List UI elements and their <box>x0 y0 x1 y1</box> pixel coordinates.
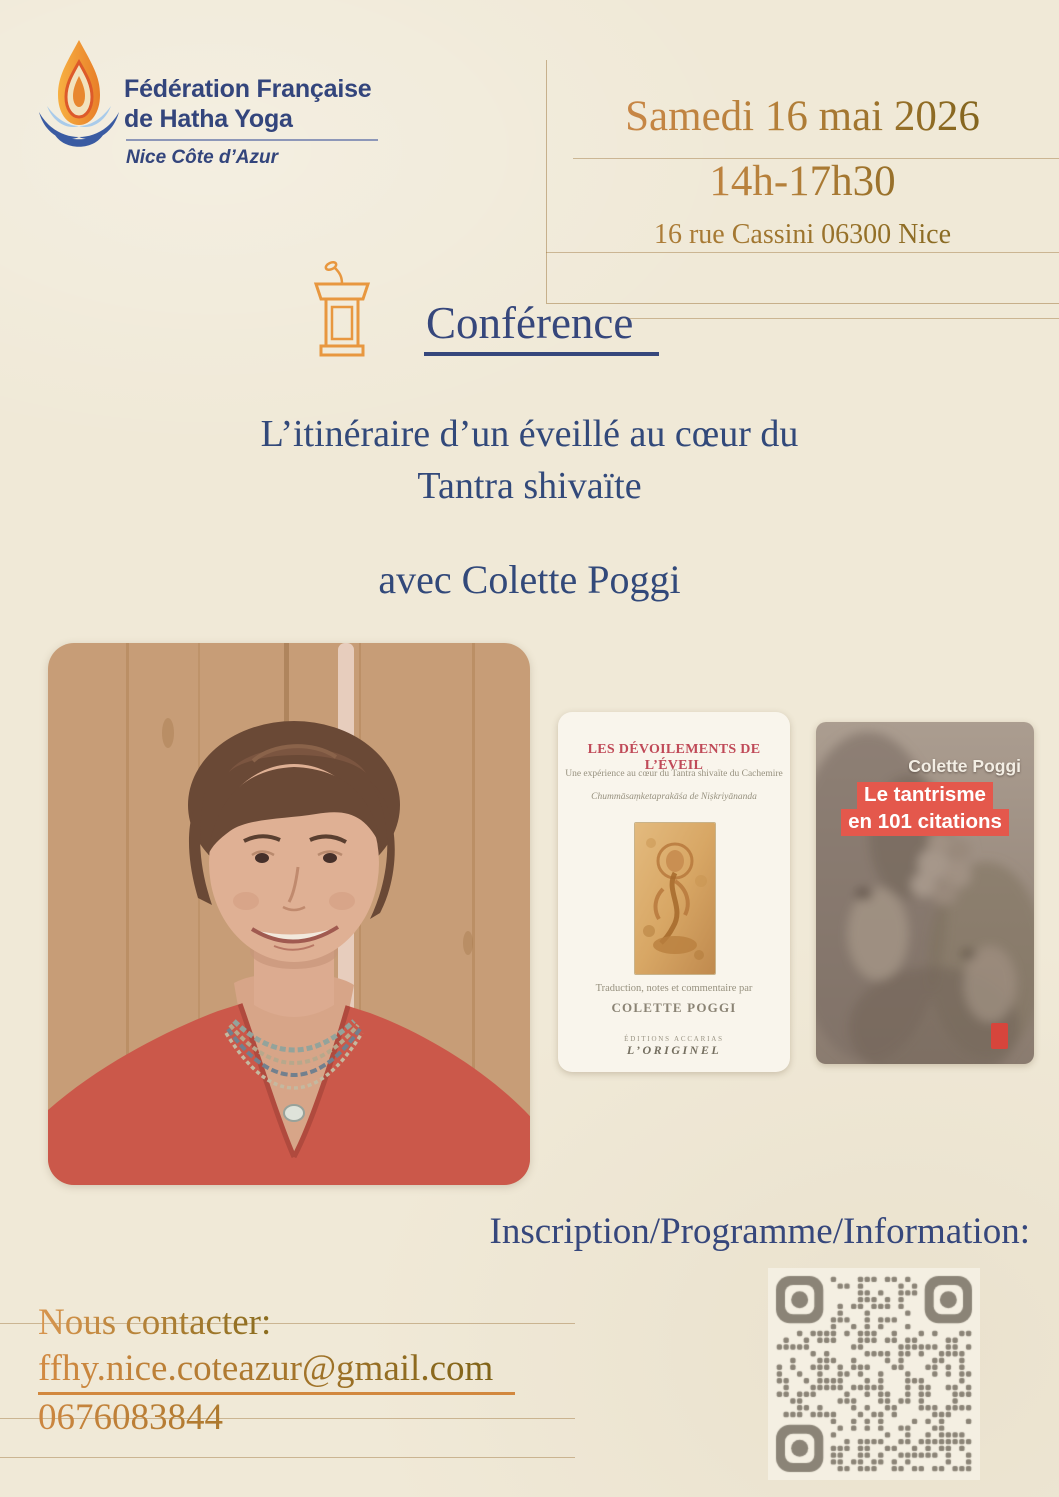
speaker-line: avec Colette Poggi <box>378 557 681 602</box>
book1-relief-image <box>634 822 716 975</box>
conference-title-line1: L’itinéraire d’un éveillé au cœur du <box>260 413 799 455</box>
book2-title <box>816 782 1034 836</box>
book2-title-line1: Le tantrisme <box>857 782 993 809</box>
qr-code <box>768 1268 980 1480</box>
book2-author: Colette Poggi <box>908 756 1021 776</box>
conference-label: Conférence <box>424 297 659 356</box>
book1-publisher-line1: ÉDITIONS ACCARIAS <box>624 1035 724 1043</box>
rule-right-fragment <box>628 318 1059 319</box>
podium-microphone-icon <box>306 258 378 362</box>
speaker-photo <box>48 643 530 1185</box>
rule-under-address <box>546 252 1059 253</box>
event-address: 16 rue Cassini 06300 Nice <box>546 219 1059 251</box>
event-date: Samedi 16 mai 2026 <box>546 92 1059 141</box>
book1-credit-line: Traduction, notes et commentaire par <box>595 983 753 994</box>
conference-title-line2: Tantra shivaïte <box>417 465 642 507</box>
org-region: Nice Côte d’Azur <box>126 147 279 168</box>
contact-heading: Nous contacter: <box>38 1302 272 1343</box>
book1-publisher-line2: L’ORIGINEL <box>626 1043 722 1057</box>
logo-divider <box>126 139 378 141</box>
book2-title-line2: en 101 citations <box>841 809 1009 836</box>
book1-title: LES DÉVOILEMENTS DE L’ÉVEIL <box>587 742 761 773</box>
org-name <box>124 74 371 134</box>
phone-number: 0676083844 <box>38 1397 223 1438</box>
conference-title <box>0 408 1059 512</box>
book1-subtitle: Une expérience au cœur du Tantra shivaïte du Cachemire <box>565 769 783 779</box>
book1-author: COLETTE POGGI <box>611 1000 737 1015</box>
rule-footer-3 <box>0 1457 575 1458</box>
book2-publisher-logo <box>991 1023 1008 1049</box>
book1-source-line: Chummāsaṃketaprakāśa de Niṣkriyānanda <box>591 792 757 802</box>
org-name-line2: de Hatha Yoga <box>124 105 293 133</box>
org-name-line1: Fédération Française <box>124 75 372 103</box>
lotus-flame-icon <box>33 36 125 162</box>
info-heading: Inscription/Programme/Information: <box>489 1211 1030 1252</box>
contact-block <box>38 1300 515 1441</box>
book-cover-devoilements <box>558 712 790 1072</box>
email-link[interactable]: ffhy.nice.coteazur@gmail.com <box>38 1346 515 1395</box>
event-time: 14h-17h30 <box>546 157 1059 206</box>
book-cover-tantrisme <box>816 722 1034 1064</box>
